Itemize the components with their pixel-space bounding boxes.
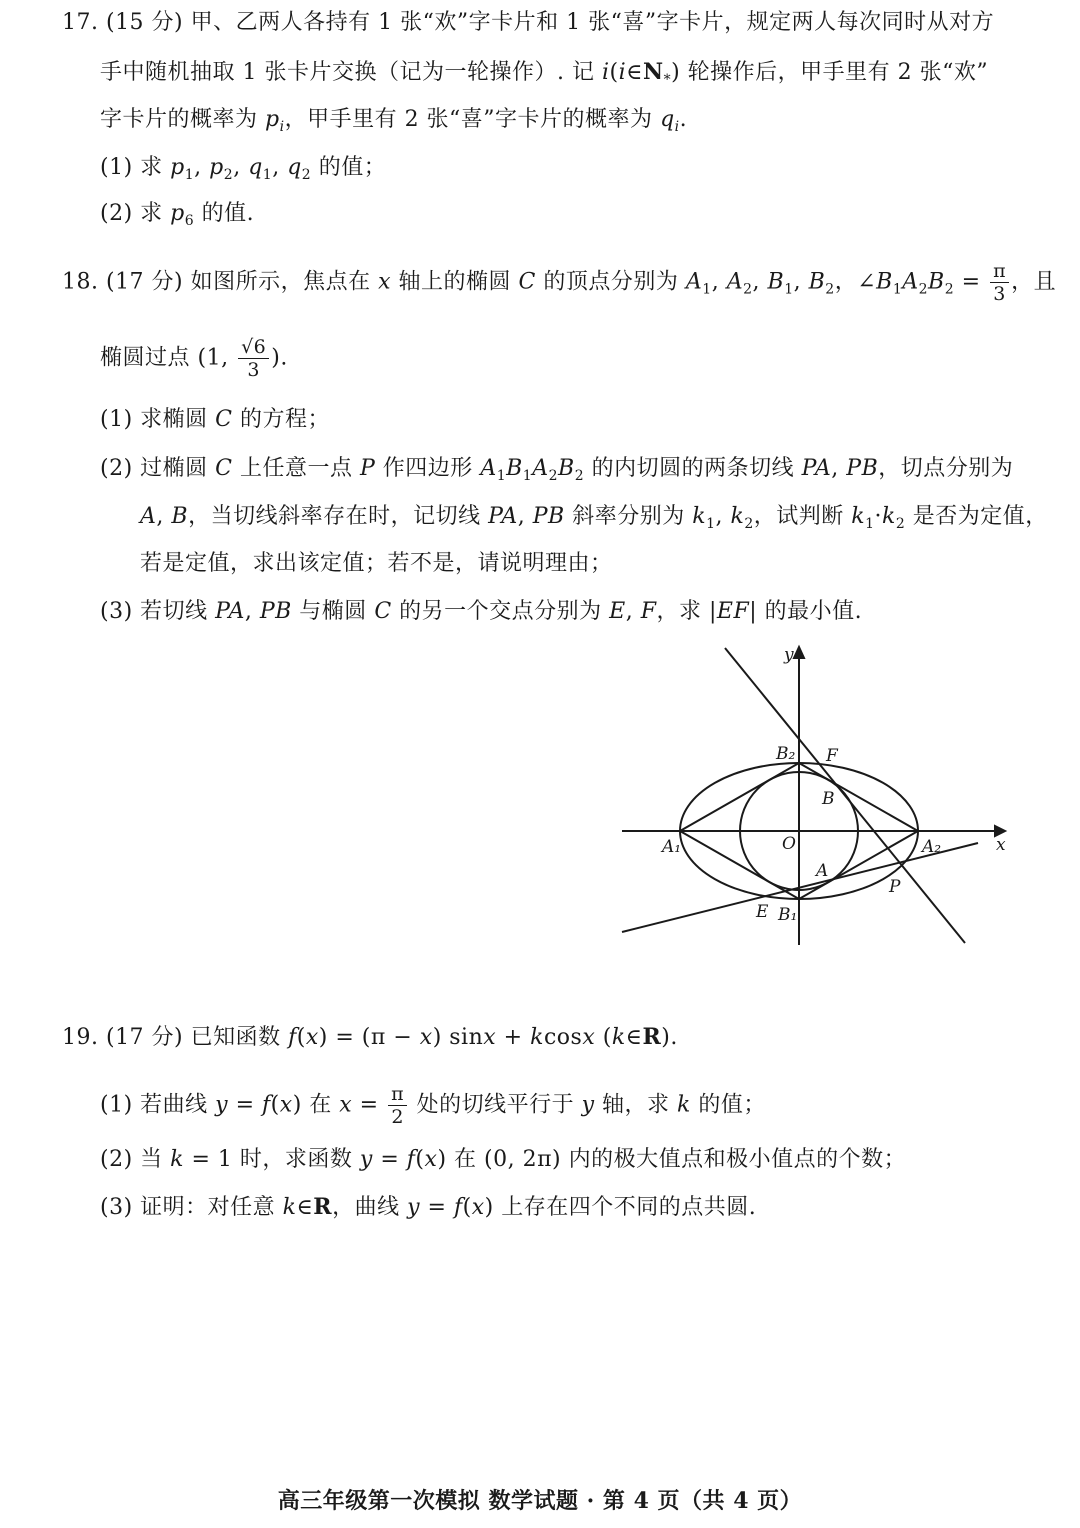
q18-part2-l3: 若是定值，求出该定值；若不是，请说明理由； bbox=[140, 551, 613, 576]
q19-part3: (3) 证明：对任意 k∈R，曲线 y = f(x) 上存在四个不同的点共圆. bbox=[100, 1194, 757, 1220]
label-b1: B₁ bbox=[778, 905, 798, 925]
y-axis-arrow bbox=[794, 647, 804, 658]
page-footer: 高三年级第一次模拟 数学试题 · 第 4 页（共 4 页） bbox=[277, 1488, 803, 1514]
label-a1: A₁ bbox=[662, 837, 682, 857]
q18-part2-l1: (2) 过椭圆 C 上任意一点 P 作四边形 $A_1B_1A_2B_2$ 的内切圆的两条切线 PA, PB，切点分别为 bbox=[100, 456, 1014, 484]
label-x: x bbox=[996, 835, 1006, 855]
label-y: y bbox=[784, 645, 794, 665]
q17-part1: (1) 求 $p_1$, $p_2$, $q_1$, $q_2$ 的值； bbox=[100, 155, 387, 183]
label-a: A bbox=[816, 861, 829, 881]
q17-line2: 手中随机抽取 1 张卡片交换（记为一轮操作）. 记 $i(i\in N_*)$ 轮操作后，甲手里有 2 张“欢” bbox=[100, 59, 989, 88]
q18-part3: (3) 若切线 PA, PB 与椭圆 C 的另一个交点分别为 E, F，求 |EF| 的最小值. bbox=[100, 599, 863, 624]
q17-line1: 17. (15 分) 甲、乙两人各持有 1 张“欢”字卡片和 1 张“喜”字卡片，规定两人每次同时从对方 bbox=[62, 10, 995, 35]
q19-line1: 19. (17 分) 已知函数 f(x) = (π − x) sinx + kcosx (k∈R). bbox=[62, 1024, 678, 1050]
label-a2: A₂ bbox=[922, 837, 942, 857]
q19-part1: (1) 若曲线 y = f(x) 在 x = $\frac{\pi}{2}$ 处的切线平行于 y 轴，求 k 的值； bbox=[100, 1083, 766, 1128]
q19-part2: (2) 当 k = 1 时，求函数 y = f(x) 在 (0, 2π) 内的极大值点和极小值点的个数； bbox=[100, 1147, 907, 1172]
label-o: O bbox=[782, 834, 796, 854]
q18-line2: 椭圆过点 (1, $\frac{√6}{3}$ ). bbox=[100, 336, 288, 381]
q18-part1: (1) 求椭圆 C 的方程； bbox=[100, 407, 330, 432]
q17-line3: 字卡片的概率为 $p_i$，甲手里有 2 张“喜”字卡片的概率为 $q_i$. bbox=[100, 107, 688, 135]
label-b: B bbox=[822, 789, 835, 809]
label-e: E bbox=[756, 902, 769, 922]
tangent-line-pb bbox=[725, 648, 965, 943]
q17-part2: (2) 求 $p_6$ 的值. bbox=[100, 201, 255, 229]
q18-line1: 18. (17 分) 如图所示，焦点在 x 轴上的椭圆 C 的顶点分别为 $A_1$, $A_2$, $B_1$, $B_2$，$\angle B_1A_2B_2$ = $\frac{\pi}{3}$ ，且 bbox=[62, 260, 1057, 305]
label-p: P bbox=[889, 877, 901, 897]
label-f: F bbox=[826, 746, 838, 766]
label-b2: B₂ bbox=[776, 744, 796, 764]
q18-part2-l2: A, B，当切线斜率存在时，记切线 PA, PB 斜率分别为 $k_1$, $k_2$，试判断 $k_1\cdot k_2$ 是否为定值， bbox=[140, 504, 1048, 532]
